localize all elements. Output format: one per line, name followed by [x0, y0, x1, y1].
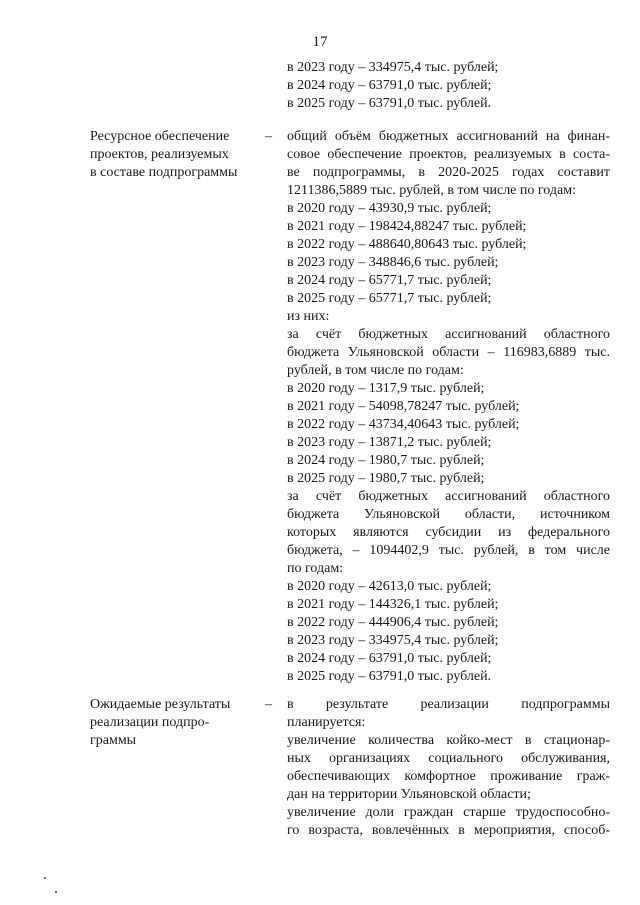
results-dash: – [265, 697, 272, 712]
top-line: в 2024 году – 63791,0 тыс. рублей; [287, 78, 492, 93]
top-line: в 2025 году – 63791,0 тыс. рублей. [287, 96, 492, 111]
page-number: 17 [312, 34, 328, 50]
top-line: в 2023 году – 334975,4 тыс. рублей; [287, 60, 499, 75]
scan-speck [55, 891, 57, 893]
scan-speck [44, 877, 46, 879]
resources-dash: – [265, 129, 272, 144]
